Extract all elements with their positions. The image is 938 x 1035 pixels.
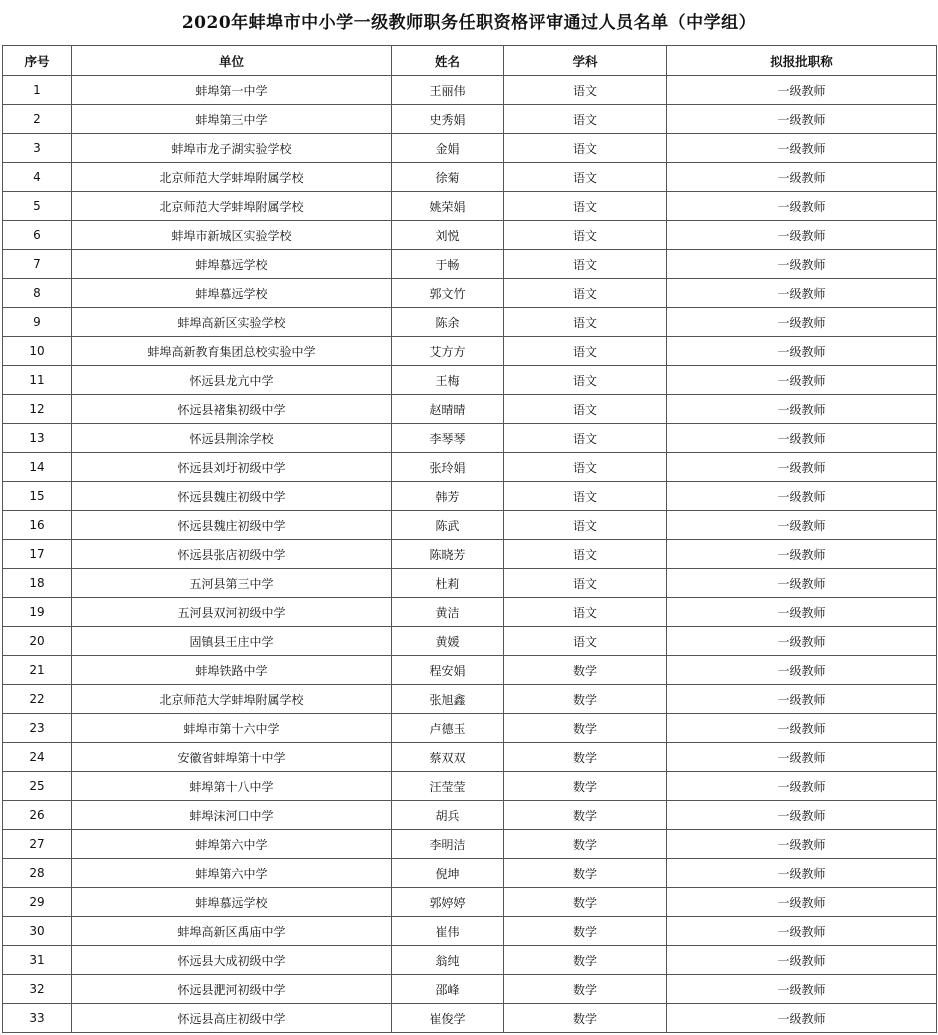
table-row (3, 917, 937, 946)
row-subject: 数学 (504, 743, 667, 772)
row-subject: 数学 (504, 801, 667, 830)
table-row (3, 511, 937, 540)
row-title: 一级教师 (667, 366, 937, 395)
table-row (3, 395, 937, 424)
row-name: 崔伟 (392, 917, 504, 946)
row-name: 陈晓芳 (392, 540, 504, 569)
row-title: 一级教师 (667, 511, 937, 540)
table-row (3, 366, 937, 395)
row-unit: 蚌埠慕远学校 (72, 279, 392, 308)
row-name: 杜莉 (392, 569, 504, 598)
row-title: 一级教师 (667, 308, 937, 337)
row-title: 一级教师 (667, 163, 937, 192)
row-subject: 数学 (504, 685, 667, 714)
row-name: 李明洁 (392, 830, 504, 859)
row-subject: 数学 (504, 859, 667, 888)
table-row (3, 105, 937, 134)
row-subject: 数学 (504, 830, 667, 859)
row-unit: 蚌埠慕远学校 (72, 888, 392, 917)
row-subject: 语文 (504, 366, 667, 395)
row-subject: 语文 (504, 627, 667, 656)
row-unit: 怀远县荆涂学校 (72, 424, 392, 453)
row-index: 33 (3, 1004, 72, 1033)
header-row (3, 46, 937, 76)
row-index: 21 (3, 656, 72, 685)
row-unit: 蚌埠第六中学 (72, 830, 392, 859)
row-unit: 蚌埠市龙子湖实验学校 (72, 134, 392, 163)
row-name: 黄媛 (392, 627, 504, 656)
row-unit: 蚌埠高新教育集团总校实验中学 (72, 337, 392, 366)
row-title: 一级教师 (667, 540, 937, 569)
row-title: 一级教师 (667, 714, 937, 743)
row-index: 4 (3, 163, 72, 192)
row-subject: 语文 (504, 308, 667, 337)
row-index: 28 (3, 859, 72, 888)
row-title: 一级教师 (667, 830, 937, 859)
row-index: 15 (3, 482, 72, 511)
row-unit: 北京师范大学蚌埠附属学校 (72, 685, 392, 714)
row-name: 史秀娟 (392, 105, 504, 134)
header-title: 拟报批职称 (667, 46, 937, 76)
row-index: 17 (3, 540, 72, 569)
row-subject: 语文 (504, 279, 667, 308)
row-unit: 怀远县龙亢中学 (72, 366, 392, 395)
table-row (3, 801, 937, 830)
row-index: 16 (3, 511, 72, 540)
row-index: 27 (3, 830, 72, 859)
row-index: 30 (3, 917, 72, 946)
row-title: 一级教师 (667, 482, 937, 511)
row-index: 31 (3, 946, 72, 975)
row-unit: 蚌埠铁路中学 (72, 656, 392, 685)
row-subject: 语文 (504, 395, 667, 424)
row-index: 19 (3, 598, 72, 627)
row-index: 1 (3, 76, 72, 105)
row-title: 一级教师 (667, 598, 937, 627)
row-index: 7 (3, 250, 72, 279)
row-subject: 语文 (504, 134, 667, 163)
table-row (3, 453, 937, 482)
row-subject: 语文 (504, 482, 667, 511)
row-name: 胡兵 (392, 801, 504, 830)
row-title: 一级教师 (667, 656, 937, 685)
table-row (3, 482, 937, 511)
row-unit: 怀远县刘圩初级中学 (72, 453, 392, 482)
row-name: 郭婷婷 (392, 888, 504, 917)
row-index: 10 (3, 337, 72, 366)
table-row (3, 569, 937, 598)
row-index: 6 (3, 221, 72, 250)
header-name: 姓名 (392, 46, 504, 76)
row-subject: 语文 (504, 337, 667, 366)
row-unit: 蚌埠沫河口中学 (72, 801, 392, 830)
row-title: 一级教师 (667, 1004, 937, 1033)
personnel-table (2, 45, 937, 1033)
row-name: 刘悦 (392, 221, 504, 250)
row-title: 一级教师 (667, 569, 937, 598)
row-name: 黄洁 (392, 598, 504, 627)
row-name: 陈武 (392, 511, 504, 540)
row-title: 一级教师 (667, 888, 937, 917)
row-name: 姚荣娟 (392, 192, 504, 221)
row-index: 29 (3, 888, 72, 917)
row-name: 崔俊学 (392, 1004, 504, 1033)
table-row (3, 975, 937, 1004)
row-unit: 五河县双河初级中学 (72, 598, 392, 627)
table-row (3, 656, 937, 685)
row-subject: 语文 (504, 569, 667, 598)
table-row (3, 598, 937, 627)
row-subject: 语文 (504, 424, 667, 453)
row-title: 一级教师 (667, 192, 937, 221)
row-name: 翁纯 (392, 946, 504, 975)
header-subject: 学科 (504, 46, 667, 76)
row-title: 一级教师 (667, 279, 937, 308)
row-title: 一级教师 (667, 685, 937, 714)
row-unit: 怀远县魏庄初级中学 (72, 511, 392, 540)
row-subject: 语文 (504, 453, 667, 482)
row-index: 32 (3, 975, 72, 1004)
row-name: 王梅 (392, 366, 504, 395)
row-unit: 怀远县魏庄初级中学 (72, 482, 392, 511)
row-title: 一级教师 (667, 946, 937, 975)
row-subject: 语文 (504, 511, 667, 540)
row-title: 一级教师 (667, 917, 937, 946)
row-subject: 数学 (504, 917, 667, 946)
table-row (3, 163, 937, 192)
row-name: 倪坤 (392, 859, 504, 888)
row-subject: 数学 (504, 772, 667, 801)
row-unit: 蚌埠高新区实验学校 (72, 308, 392, 337)
row-name: 金娟 (392, 134, 504, 163)
row-unit: 安徽省蚌埠第十中学 (72, 743, 392, 772)
row-unit: 怀远县淝河初级中学 (72, 975, 392, 1004)
row-subject: 语文 (504, 192, 667, 221)
row-subject: 数学 (504, 1004, 667, 1033)
row-name: 程安娟 (392, 656, 504, 685)
row-subject: 语文 (504, 250, 667, 279)
row-name: 赵晴晴 (392, 395, 504, 424)
table-row (3, 76, 937, 105)
row-unit: 蚌埠第三中学 (72, 105, 392, 134)
table-row (3, 134, 937, 163)
table-row (3, 424, 937, 453)
row-index: 23 (3, 714, 72, 743)
table-row (3, 830, 937, 859)
row-index: 5 (3, 192, 72, 221)
row-name: 陈余 (392, 308, 504, 337)
table-row (3, 859, 937, 888)
row-index: 9 (3, 308, 72, 337)
row-name: 汪莹莹 (392, 772, 504, 801)
row-index: 26 (3, 801, 72, 830)
row-index: 3 (3, 134, 72, 163)
row-name: 王丽伟 (392, 76, 504, 105)
row-subject: 语文 (504, 76, 667, 105)
page-title: 2020年蚌埠市中小学一级教师职务任职资格评审通过人员名单（中学组） (181, 13, 757, 33)
row-unit: 蚌埠高新区禹庙中学 (72, 917, 392, 946)
row-subject: 语文 (504, 221, 667, 250)
row-subject: 语文 (504, 163, 667, 192)
row-name: 邵峰 (392, 975, 504, 1004)
row-unit: 怀远县高庄初级中学 (72, 1004, 392, 1033)
row-title: 一级教师 (667, 801, 937, 830)
table-row (3, 1004, 937, 1033)
row-title: 一级教师 (667, 337, 937, 366)
row-title: 一级教师 (667, 424, 937, 453)
row-unit: 固镇县王庄中学 (72, 627, 392, 656)
row-title: 一级教师 (667, 221, 937, 250)
row-name: 徐菊 (392, 163, 504, 192)
table-row (3, 946, 937, 975)
row-name: 卢德玉 (392, 714, 504, 743)
table-row (3, 685, 937, 714)
row-unit: 北京师范大学蚌埠附属学校 (72, 163, 392, 192)
row-name: 郭文竹 (392, 279, 504, 308)
table-row (3, 540, 937, 569)
row-unit: 五河县第三中学 (72, 569, 392, 598)
table-row (3, 221, 937, 250)
row-unit: 蚌埠第一中学 (72, 76, 392, 105)
row-unit: 怀远县褚集初级中学 (72, 395, 392, 424)
row-unit: 怀远县张店初级中学 (72, 540, 392, 569)
row-name: 于畅 (392, 250, 504, 279)
row-title: 一级教师 (667, 76, 937, 105)
row-subject: 数学 (504, 656, 667, 685)
table-row (3, 279, 937, 308)
row-index: 25 (3, 772, 72, 801)
row-unit: 蚌埠市第十六中学 (72, 714, 392, 743)
row-title: 一级教师 (667, 975, 937, 1004)
row-title: 一级教师 (667, 134, 937, 163)
table-row (3, 743, 937, 772)
row-index: 11 (3, 366, 72, 395)
row-name: 艾方方 (392, 337, 504, 366)
row-index: 12 (3, 395, 72, 424)
row-name: 张玲娟 (392, 453, 504, 482)
row-unit: 怀远县大成初级中学 (72, 946, 392, 975)
row-subject: 数学 (504, 975, 667, 1004)
table-row (3, 627, 937, 656)
row-subject: 语文 (504, 105, 667, 134)
table-row (3, 337, 937, 366)
row-index: 2 (3, 105, 72, 134)
row-name: 张旭鑫 (392, 685, 504, 714)
row-name: 蔡双双 (392, 743, 504, 772)
table-row (3, 772, 937, 801)
row-title: 一级教师 (667, 859, 937, 888)
row-unit: 蚌埠慕远学校 (72, 250, 392, 279)
row-unit: 蚌埠第十八中学 (72, 772, 392, 801)
row-unit: 蚌埠市新城区实验学校 (72, 221, 392, 250)
row-name: 李琴琴 (392, 424, 504, 453)
row-title: 一级教师 (667, 772, 937, 801)
row-unit: 蚌埠第六中学 (72, 859, 392, 888)
row-index: 13 (3, 424, 72, 453)
table-row (3, 192, 937, 221)
row-index: 8 (3, 279, 72, 308)
row-subject: 数学 (504, 946, 667, 975)
row-index: 22 (3, 685, 72, 714)
row-unit: 北京师范大学蚌埠附属学校 (72, 192, 392, 221)
row-title: 一级教师 (667, 453, 937, 482)
row-index: 24 (3, 743, 72, 772)
row-subject: 数学 (504, 888, 667, 917)
row-title: 一级教师 (667, 627, 937, 656)
row-title: 一级教师 (667, 250, 937, 279)
row-index: 18 (3, 569, 72, 598)
table-row (3, 888, 937, 917)
row-title: 一级教师 (667, 743, 937, 772)
row-title: 一级教师 (667, 105, 937, 134)
row-subject: 语文 (504, 540, 667, 569)
header-index: 序号 (3, 46, 72, 76)
row-subject: 语文 (504, 598, 667, 627)
row-subject: 数学 (504, 714, 667, 743)
table-row (3, 714, 937, 743)
row-name: 韩芳 (392, 482, 504, 511)
row-index: 14 (3, 453, 72, 482)
table-row (3, 308, 937, 337)
row-index: 20 (3, 627, 72, 656)
table-row (3, 250, 937, 279)
header-unit: 单位 (72, 46, 392, 76)
row-title: 一级教师 (667, 395, 937, 424)
